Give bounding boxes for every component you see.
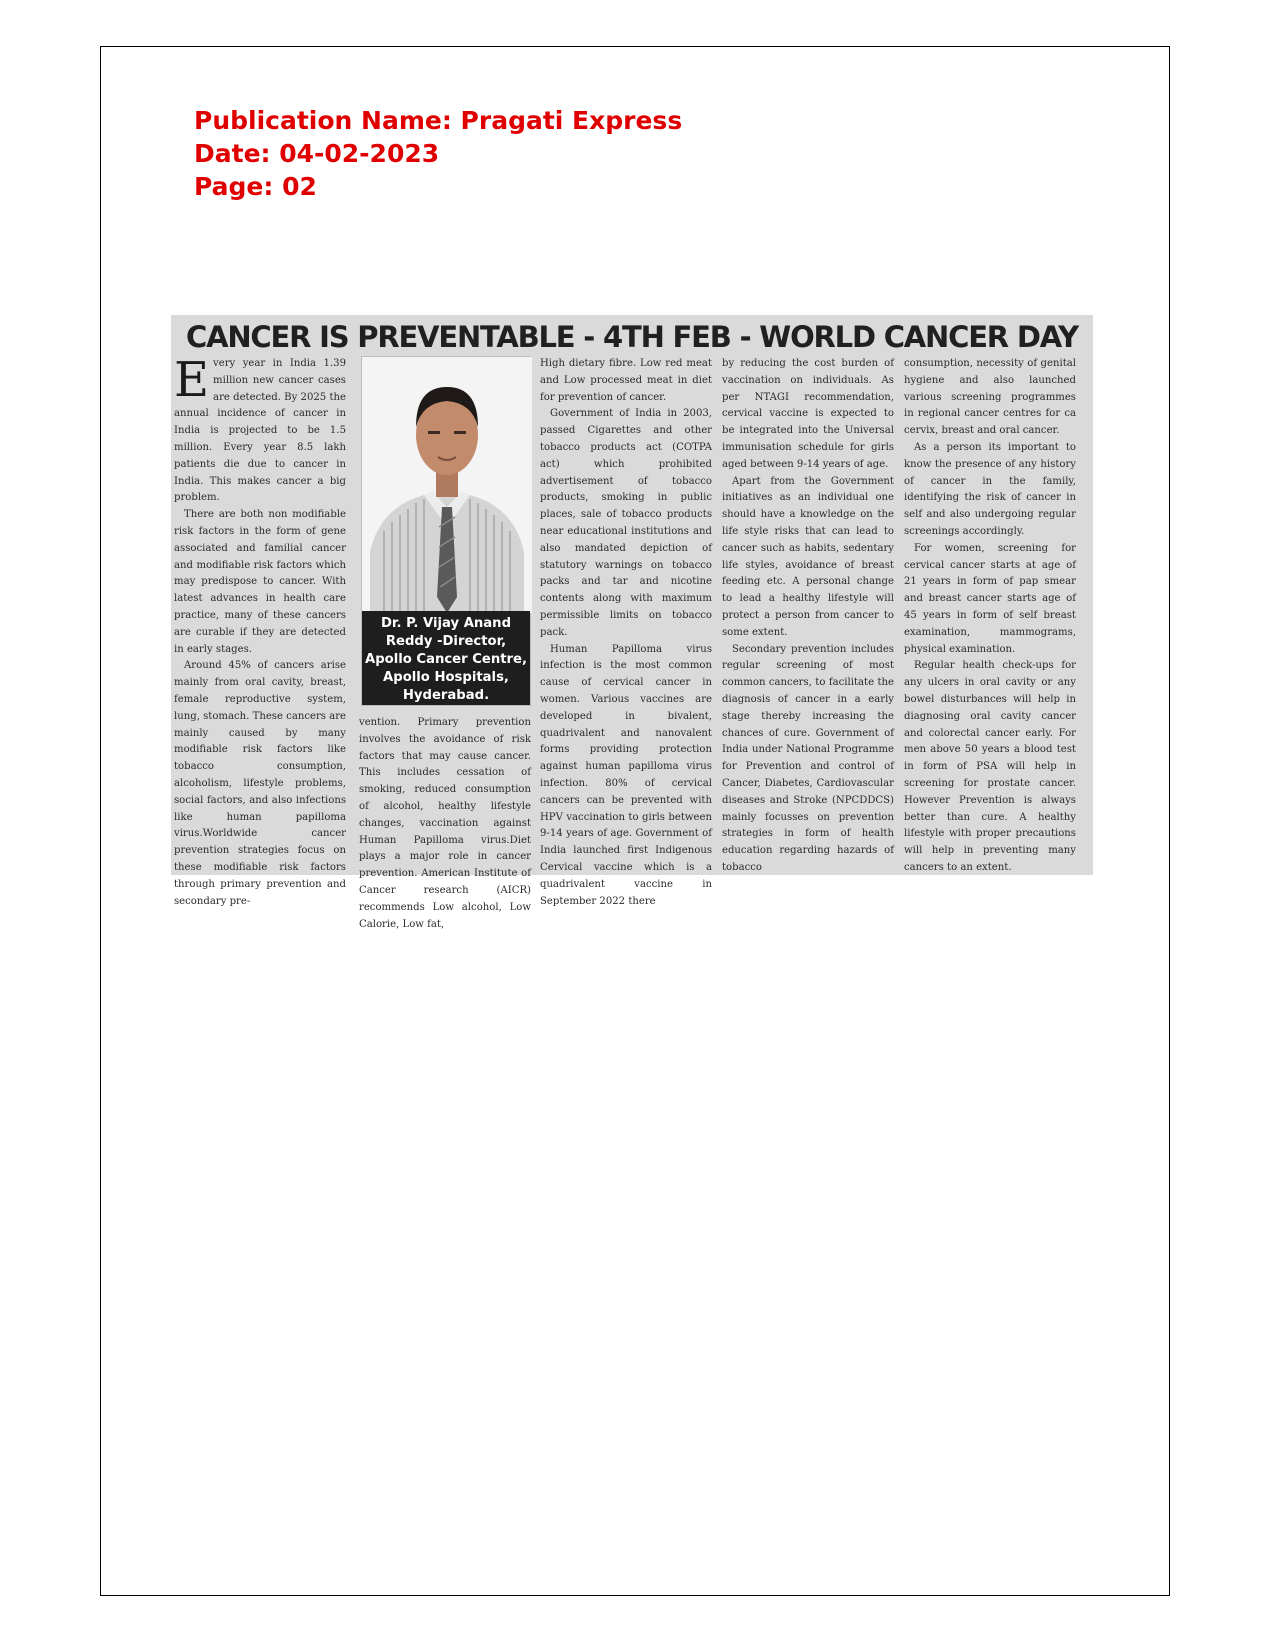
publication-date: Date: 04-02-2023: [194, 139, 440, 168]
article-paragraph: Around 45% of cancers arise mainly from oral cavity, breast, female reproductive system, lung, stomach. These cancers are mainly caused by many modifiable risk factors like tobacco consumption, alcoholism, lifestyle problems, social factors, and also infections like human papilloma virus.Worldwide cancer prevention strategies focus on these modifiable risk factors through primary prevention and secondary pre-: [174, 660, 346, 907]
article-column-5: [904, 356, 1076, 871]
photo-caption: Dr. P. Vijay Anand Reddy -Director, Apollo Cancer Centre, Apollo Hospitals, Hyderabad.: [362, 611, 530, 705]
article-paragraph: Human Papilloma virus infection is the most common cause of cervical cancer in women. Various vaccines are developed in bivalent, quadrivalent and nanovalent forms providing protection against human papilloma virus infection. 80% of cervical cancers can be prevented with HPV vaccination to girls between 9-14 years of age. Government of India launched first Indigenous Cervical vaccine which is a quadrivalent vaccine in September 2022 there: [540, 643, 712, 907]
article-paragraph: Every year in India 1.39 million new cancer cases are detected. By 2025 the annual incidence of cancer in India is projected to be 1.5 million. Every year 8.5 lakh patients die due to cancer in India. This makes cancer a big problem.: [174, 352, 346, 504]
article-column-2: [359, 715, 531, 930]
newspaper-clipping: [171, 315, 1093, 930]
article-paragraph: Apart from the Government initiatives as an individual one should have a knowledge on the life style risks that can lead to cancer such as habits, sedentary life styles, avoidance of breast feeding etc. A personal change to lead a healthy lifestyle will protect a person from cancer to some extent.: [722, 475, 894, 638]
article-paragraph: vention. Primary prevention involves the avoidance of risk factors that may cause cancer. This includes cessation of smoking, reduced consumption of alcohol, healthy lifestyle changes, vaccination against Human Papilloma virus.Diet plays a major role in cancer prevention. American Institute of Cancer research (AICR) recommends Low alcohol, Low Calorie, Low fat,: [359, 717, 531, 930]
article-column-3: [540, 356, 712, 907]
article-paragraph: Secondary prevention includes regular screening of most common cancers, to facilitate the diagnosis of cancer in a early stage thereby increasing the chances of cure. Government of India under National Programme for Prevention and control of Cancer, Diabetes, Cardiovascular diseases and Stroke (NPCDDCS) mainly focusses on prevention strategies in form of health education regarding hazards of tobacco: [722, 643, 894, 873]
article-column-1: [174, 352, 346, 907]
article-paragraph: consumption, necessity of genital hygiene and also launched various screening programmes in regional cancer centres for ca cervix, breast and oral cancer.: [904, 358, 1076, 437]
publication-page: Page: 02: [194, 172, 317, 201]
article-headline: CANCER IS PREVENTABLE - 4TH FEB - WORLD CANCER DAY: [186, 320, 1078, 354]
publication-name: Publication Name: Pragati Express: [194, 106, 683, 135]
publication-meta: [194, 104, 682, 203]
article-paragraph: Government of India in 2003, passed Cigarettes and other tobacco products act (COTPA act) which prohibited advertisement of tobacco products, smoking in public places, sale of tobacco products near educational institutions and also mandated depiction of statutory warnings on tobacco packs and tar and nicotine contents along with maximum permissible limits on tobacco pack.: [540, 408, 712, 638]
portrait-image: [362, 357, 532, 613]
article-paragraph: For women, screening for cervical cancer starts at age of 21 years in form of pap smear and breast cancer starts age of 45 years in form of self breast examination, mammograms, physical examination.: [904, 542, 1076, 655]
article-column-4: [722, 356, 894, 871]
article-paragraph: Regular health check-ups for any ulcers in oral cavity or any bowel disturbances will help in diagnosing oral cavity cancer and colorectal cancer early. For men above 50 years a blood test in form of PSA will help in screening for prostate cancer. However Prevention is always better than cure. A healthy lifestyle with proper precautions will help in preventing many cancers to an extent.: [904, 660, 1076, 873]
drop-cap: E: [174, 352, 210, 408]
article-paragraph: There are both non modifiable risk factors in the form of gene associated and familial cancer and modifiable risk factors which may predispose to cancer. With latest advances in health care practice, many of these cancers are curable if they are detected in early stages.: [174, 509, 346, 655]
author-photo: [361, 356, 531, 706]
article-paragraph: As a person its important to know the presence of any history of cancer in the family, identifying the risk of cancer in self and also undergoing regular screenings accordingly.: [904, 441, 1076, 537]
article-paragraph: by reducing the cost burden of vaccination on individuals. As per NTAGI recommendation, cervical vaccine is expected to be integrated into the Universal immunisation schedule for girls aged between 9-14 years of age.: [722, 358, 894, 470]
article-paragraph: High dietary fibre. Low red meat and Low processed meat in diet for prevention of cancer.: [540, 358, 712, 403]
